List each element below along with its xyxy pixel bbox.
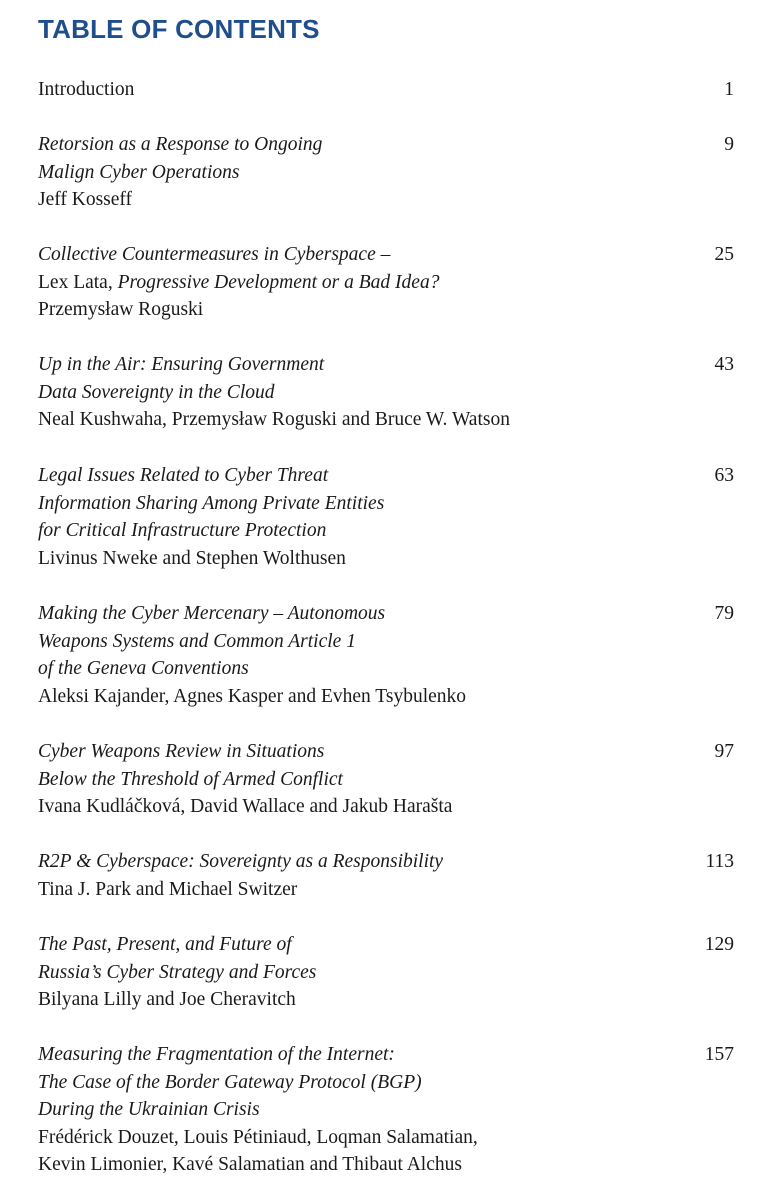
toc-entry-cyber-weapons-review[interactable]: [38, 738, 734, 821]
page-number: 25: [714, 244, 734, 265]
entry-title: During the Ukrainian Crisis: [38, 1099, 260, 1120]
page-number: 63: [714, 465, 734, 486]
entry-title: Collective Countermeasures in Cyberspace –: [38, 244, 391, 265]
toc-entry-internet-fragmentation[interactable]: [38, 1041, 734, 1179]
entry-title-italic: Progressive Development or a Bad Idea?: [117, 271, 440, 293]
entry-authors: Jeff Kosseff: [38, 189, 133, 210]
page-number: 9: [724, 134, 734, 155]
toc-entry-russia-cyber-strategy[interactable]: [38, 931, 734, 1014]
page-number: 43: [714, 354, 734, 375]
entry-authors: Livinus Nweke and Stephen Wolthusen: [38, 547, 346, 569]
entry-title: Malign Cyber Operations: [38, 161, 240, 183]
entry-authors: Tina J. Park and Michael Switzer: [38, 878, 298, 900]
entry-title: for Critical Infrastructure Protection: [38, 520, 327, 541]
entry-authors: Aleksi Kajander, Agnes Kasper and Evhen Tsybulenko: [38, 685, 467, 707]
toc-entry-introduction[interactable]: [38, 76, 734, 104]
entry-title: Up in the Air: Ensuring Government: [38, 354, 325, 375]
entry-title: The Past, Present, and Future of: [38, 934, 292, 955]
toc-entry-r2p-cyberspace[interactable]: [38, 848, 734, 903]
entry-authors: Bilyana Lilly and Joe Cheravitch: [38, 989, 296, 1010]
page-number: 113: [705, 851, 734, 872]
page-number: 129: [704, 934, 734, 955]
entry-title: Introduction: [38, 79, 135, 100]
entry-title: Information Sharing Among Private Entities: [38, 492, 385, 514]
entry-title-roman: Lex Lata,: [38, 271, 118, 293]
entry-title: Measuring the Fragmentation of the Internet:: [38, 1044, 395, 1065]
entry-title: of the Geneva Conventions: [38, 658, 249, 679]
entry-authors: Kevin Limonier, Kavé Salamatian and Thibaut Alchus: [38, 1154, 462, 1175]
entry-title: Below the Threshold of Armed Conflict: [38, 768, 343, 790]
entry-title: Russia’s Cyber Strategy and Forces: [38, 961, 317, 983]
entry-authors: Frédérick Douzet, Louis Pétiniaud, Loqman Salamatian,: [38, 1126, 478, 1148]
entry-authors: Ivana Kudláčková, David Wallace and Jakub Harašta: [38, 796, 453, 817]
page-number: 1: [724, 79, 734, 100]
entry-authors: Przemysław Roguski: [38, 299, 204, 320]
toc-entry-retorsion[interactable]: [38, 131, 734, 214]
page-title: TABLE OF CONTENTS: [38, 14, 320, 44]
entry-title: Making the Cyber Mercenary – Autonomous: [38, 603, 386, 624]
page-number: 97: [714, 741, 734, 762]
entry-title: Data Sovereignty in the Cloud: [38, 381, 275, 403]
entry-title: Weapons Systems and Common Article 1: [38, 630, 356, 652]
toc-entry-up-in-the-air[interactable]: [38, 351, 734, 434]
entry-title: Cyber Weapons Review in Situations: [38, 741, 325, 762]
entry-title: Legal Issues Related to Cyber Threat: [38, 465, 329, 486]
entry-authors: Neal Kushwaha, Przemysław Roguski and Bruce W. Watson: [38, 409, 510, 430]
toc-entry-legal-issues[interactable]: [38, 462, 734, 572]
entry-title: R2P & Cyberspace: Sovereignty as a Responsibility: [38, 851, 444, 872]
page-number: 79: [714, 603, 734, 624]
page-number: 157: [704, 1044, 734, 1065]
entry-title-mixed: [38, 269, 734, 297]
entry-title: The Case of the Border Gateway Protocol (BGP): [38, 1071, 422, 1093]
toc-entry-cyber-mercenary[interactable]: [38, 600, 734, 710]
entry-title: Retorsion as a Response to Ongoing: [38, 134, 323, 155]
toc-entry-collective-countermeasures[interactable]: [38, 241, 734, 324]
